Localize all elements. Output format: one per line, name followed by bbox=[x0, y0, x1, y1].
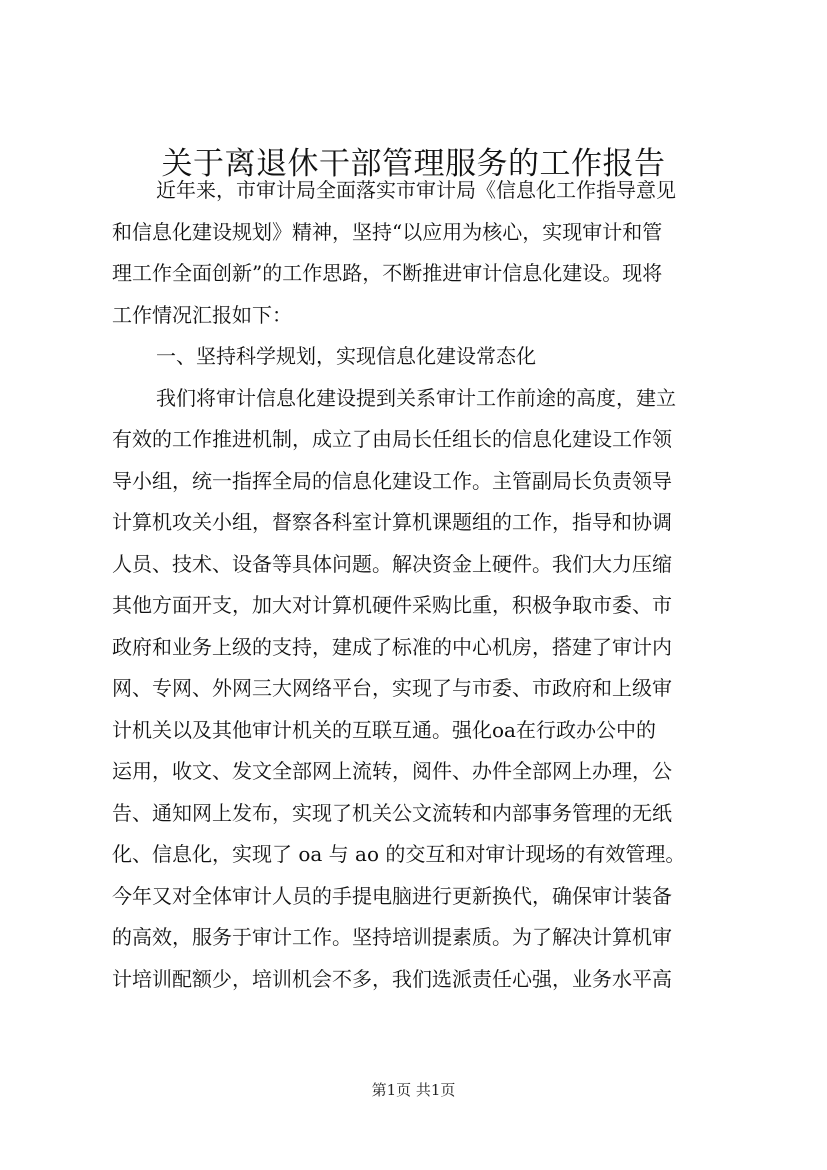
page-footer: 第1页 共1页 bbox=[371, 1081, 456, 1099]
paragraph-line: 工作情况汇报如下： bbox=[112, 302, 292, 327]
paragraph-line: 近年来，市审计局全面落实市审计局《信息化工作指导意见 bbox=[156, 178, 676, 202]
paragraph-line: 的高效，服务于审计工作。坚持培训提素质。为了解决计算机审 bbox=[112, 925, 672, 949]
paragraph-line: 告、通知网上发布，实现了机关公文流转和内部事务管理的无纸 bbox=[112, 800, 672, 825]
paragraph-line: 网、专网、外网三大网络平台，实现了与市委、市政府和上级审 bbox=[112, 676, 672, 700]
document-title: 关于离退休干部管理服务的工作报告 bbox=[161, 146, 666, 182]
section-heading: 一、坚持科学规划，实现信息化建设常态化 bbox=[156, 344, 536, 368]
paragraph-line: 导小组，统一指挥全局的信息化建设工作。主管副局长负责领导 bbox=[112, 468, 672, 493]
paragraph-line: 运用，收文、发文全部网上流转，阅件、办件全部网上办理，公 bbox=[112, 759, 672, 783]
paragraph-line: 今年又对全体审计人员的手提电脑进行更新换代，确保审计装备 bbox=[112, 883, 672, 908]
paragraph-line: 其他方面开支，加大对计算机硬件采购比重，积极争取市委、市 bbox=[112, 593, 672, 617]
paragraph-line: 人员、技术、设备等具体问题。解决资金上硬件。我们大力压缩 bbox=[112, 551, 672, 576]
paragraph-line: 理工作全面创新”的工作思路，不断推进审计信息化建设。现将 bbox=[112, 261, 663, 285]
paragraph-line: 计培训配额少，培训机会不多，我们选派责任心强，业务水平高 bbox=[112, 966, 672, 991]
paragraph-line: 有效的工作推进机制，成立了由局长任组长的信息化建设工作领 bbox=[112, 427, 672, 451]
paragraph-line: 计机关以及其他审计机关的互联互通。强化oa在行政办公中的 bbox=[112, 717, 656, 742]
paragraph-line: 计算机攻关小组，督察各科室计算机课题组的工作，指导和协调 bbox=[112, 510, 672, 534]
document-body bbox=[112, 170, 718, 1000]
paragraph-line: 化、信息化，实现了 oa 与 ao 的交互和对审计现场的有效管理。 bbox=[112, 842, 686, 866]
paragraph-line: 政府和业务上级的支持，建成了标准的中心机房，搭建了审计内 bbox=[112, 634, 672, 659]
paragraph-line: 我们将审计信息化建设提到关系审计工作前途的高度，建立 bbox=[156, 385, 676, 410]
paragraph-line: 和信息化建设规划》精神，坚持“以应用为核心，实现审计和管 bbox=[112, 219, 663, 244]
